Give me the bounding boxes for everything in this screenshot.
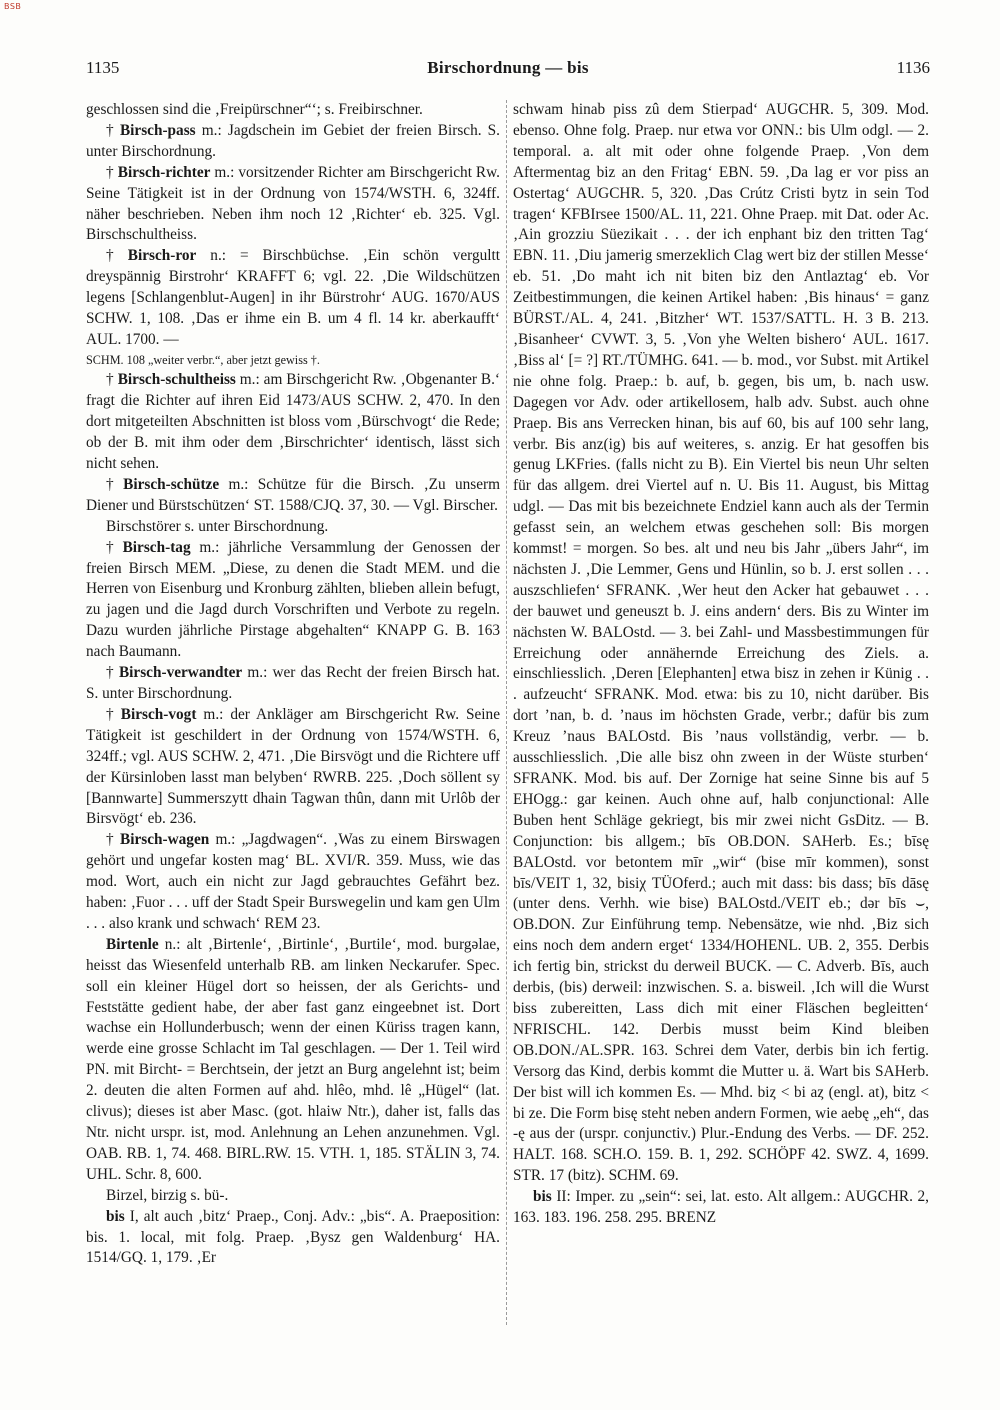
entry-text: Birzel, birzig s. bü-. [106,1186,229,1204]
dictionary-entry [86,538,500,663]
entry-text: m.: Schütze für die Birsch. ‚Zu unserm Diener und Bürstschützen‘ ST. 1588/CJQ. 37, 30. — Vgl. Birscher. [86,475,500,514]
dictionary-entry [86,121,500,163]
entry-text: m.: am Birschgericht Rw. ‚Obgenanter B.‘ fragt die Richter auf ihren Eid 1473/AUS SCHW. 2, 470. In den dort mitgeteilten Abschnitten ist bloss vom ‚Bürschvogt‘ die Rede; ob der B. mit ihm oder dem ‚Birschrichter‘ identisch, lässt sich nicht sehen. [86,371,500,472]
dictionary-entry [86,100,500,121]
obsolete-dagger-mark: † [106,538,119,556]
entry-text: I, alt auch ‚bitz‘ Praep., Conj. Adv.: „bis“. A. Praeposition: bis. 1. local, mit folg. Praep. ‚Bysz gen Waldenburg‘ HA. 1514/GQ. 1, 179. ‚Er [86,1207,500,1267]
dictionary-entry [86,475,500,517]
right-column [513,100,929,1330]
obsolete-dagger-mark: † [106,371,114,389]
entry-text: m.: der Ankläger am Birschgericht Rw. Seine Tätigkeit ist geschildert in der Ordnung von 1574/WSTH. 6, 324ff.; vgl. AUS SCHW. 2, 471. ‚Die Birsvögt und die Richtere uff der Kürsinloben lasst man belyben‘ RWRB. 225. ‚Doch söllent sy [Bannwarte] Summerszytt dhain Tagwan thûn, dann mit Urlôb der Birsvögt‘ eb. 236. [86,705,500,828]
page-running-title: Birschordnung — bis [427,58,589,77]
entry-headword: Birsch-vogt [120,705,197,723]
entry-headword: Birsch-ror [127,247,197,265]
entry-headword: Birsch-tag [122,538,191,556]
entry-text: Birschstörer s. unter Birschordnung. [106,517,329,535]
entry-text: m.: Jagdschein im Gebiet der freien Birsch. S. unter Birschordnung. [86,121,500,160]
entry-text: geschlossen sind die ‚Freipürschner“‘; s. Freibirschner. [86,101,423,118]
entry-headword: bis [106,1207,125,1225]
dictionary-entry [86,370,500,475]
entry-headword: Birsch-schultheiss [117,371,236,389]
entry-text: m.: „Jagdwagen“. ‚Was zu einem Birswagen gehört und ungefar kosten mag‘ BL. XVI/R. 359. Muss, wie das mod. Wort, auch ein nicht zur Jagd gebrauchtes Gefährt bez. haben: ‚Fuor . . . uff der Stadt Speir Burswegelin und kam gen Ulm . . . also krank und schwach‘ REM 23. [86,831,500,932]
entry-headword: bis [533,1188,552,1206]
obsolete-dagger-mark: † [106,831,117,849]
page-number-right: 1136 [896,58,930,77]
entry-headword: Birsch-schütze [123,475,220,493]
page-number-left: 1135 [86,58,120,77]
entry-text: m.: vorsitzender Richter am Birschgericht Rw. Seine Tätigkeit ist in der Ordnung von 1574/WSTH. 6, 324ff. näher beschrieben. Neben ihm noch 12 ‚Richter‘ eb. 325. Vgl. Birschschultheiss. [86,163,500,244]
library-corner-label: BSB [4,2,22,11]
dictionary-entry [86,663,500,705]
dictionary-entry [513,100,929,1187]
entry-headword: Birsch-wagen [120,831,210,849]
entry-text: SCHM. 108 „weiter verbr.“, aber jetzt gewiss †. [86,352,320,367]
page-header [86,58,930,80]
dictionary-entry [86,246,500,351]
entry-text: n.: = Birschbüchse. ‚Ein schön vergultt dreyspännig Birstrohr‘ KRAFFT 6; vgl. 22. ‚Die Wildschützen legens [Schlangenblut-Augen] in ihr Bürstrohr‘ AUG. 1670/AUS SCHW. 1, 108. ‚Das er ihme ein B. um 4 fl. 14 kr. aberkaufft‘ AUL. 1700. — [86,247,500,348]
dictionary-entry [86,830,500,935]
obsolete-dagger-mark: † [106,705,117,723]
dictionary-entry [86,351,500,371]
entry-text: m.: wer das Recht der freien Birsch hat. S. unter Birschordnung. [86,664,500,702]
obsolete-dagger-mark: † [106,247,124,265]
dictionary-entry [86,1207,500,1270]
obsolete-dagger-mark: † [106,121,116,139]
obsolete-dagger-mark: † [106,163,114,181]
entry-headword: Birsch-richter [117,163,211,181]
entry-text: II: Imper. zu „sein“: sei, lat. esto. Alt allgem.: AUGCHR. 2, 163. 183. 196. 258. 295. BRENZ [513,1188,929,1227]
entry-text: n.: alt ‚Birtenle‘, ‚Birtinle‘, ‚Burtile‘, mod. burgəlae, heisst das Wiesenfeld unterhalb RB. am linken Neckarufer. Spec. soll ein kleiner Hügel dort so heissen, der als Gerichts- und Feststätte gedient habe, der aber fast ganz eingeebnet ist. Dort wachse ein Hollunderbusch; wenn der einen Küriss tragen kann, werde eine grosse Schlacht im Tal geschlagen. — Der 1. Teil wird PN. mit Bircht- = Berchtsein, der jetzt an Burg angelehnt ist; beim 2. deuten die alten Formen auf ahd. hlêo, mhd. lê „Hügel“ (lat. clivus); dieses ist aber Masc. (got. hlaiw Ntr.), daher ist, falls das Ntr. nicht urspr. ist, mod. Anlehnung an Lehen anzunehmen. Vgl. OAB. RB. 1, 74. 468. BIRL.RW. 15. VTH. 1, 185. STÄLIN 3, 74. UHL. Schr. 8, 600. [86,935,500,1183]
dictionary-entry [86,517,500,538]
entry-text: m.: jährliche Versammlung der Genossen der freien Birsch MEM. „Diese, zu denen die Stadt MEM. und die Herren von Eisenburg und Kronburg zählten, blieben allein befugt, zu jagen und die Jagd durch Vorschriften und Verbote zu regeln. Dazu wurden jährliche Pirstage abgehalten“ KNAPP G. B. 163 nach Baumann. [86,538,500,661]
dictionary-entry [86,935,500,1186]
dictionary-entry [86,163,500,247]
entry-text: schwam hinab piss zû dem Stierpad‘ AUGCHR. 5, 309. Mod. ebenso. Ohne folg. Praep. nur etwa vor ONN.: bis Ulm odgl. — 2. temporal. a. alt mit oder ohne folgende Praep. ‚Von dem Aftermentag biz an den Fritag‘ EBN. 59. ‚Da lag er vor piss an Ostertag‘ AUGCHR. 5, 320. ‚Das Crútz Cristi bytz in sein Tod tragen‘ KFBIrsee 1500/AL. 11, 221. Ohne Praep. mit Dat. oder Ac. ‚Ain grozziu Süezikait . . . der ich enphant biz den tritten Tag‘ EBN. 11. ‚Diu jamerig smerzeklich Clag wert biz der stillen Messe‘ eb. 51. ‚Do maht ich nit biten biz den Antlaztag‘ eb. Vor Zeitbestimmungen, die keinen Artikel haben: ‚Bis hinaus‘ = ganz BÜRST./AL. 4, 241. ‚Bitzher‘ WT. 1537/SATTL. H. 3 B. 213. ‚Bisanheer‘ CVWT. 3, 5. ‚Von yhe Welten bishero‘ AUL. 1617. ‚Biss al‘ [= ?] RT./TÜMHG. 641. — b. mod., vor Subst. mit Artikel nie ohne folg. Praep.: b. auf, b. gegen, bis um, b. nach usw. Dagegen vor Adv. oder artikellosem, halb adv. Subst. auch ohne Praep. Bis ans Verrecken hinan, bis auf 60, bis auf 100 sehr lang, verbr. Bis anz(ig) bis auf weiteres, s. anzig. Er hat gesoffen bis genug LKFries. (falls nicht zu B). Ein Viertel bis neun Uhr selten für das allgem. drei Viertel auf n. U. Bis 11. August, bis Mittag udgl. — Das mit bis bezeichnete Endziel kann auch als der Termin gefasst sein, an welchem etwas geschehen soll: Bis morgen kommst! = morgen. So bes. alt und neu bis Jahr „übers Jahr“, im nächsten J. ‚Die Lemmer, Gens und Hünlin, so b. J. erst sollen . . . auszschliefen‘ SFRANK. ‚Wer heut den Acker hat gebauwet . . . der bauwet und geneuszt b. J. eins andern‘ ders. Bis zu Winter im nächsten W. BALOstd. — 3. bei Zahl- und Massbestimmungen für Erreichung oder annähernde Erreichung des Ziels. a. einschliesslich. ‚Deren [Elephanten] etwa bisz in zehen ir Künig . . . aufzeucht‘ SFRANK. Mod. etwa: bis zu 10, nicht darüber. Bis dort ’nan, b. d. ’naus im höchsten Grade, verbr.; dafür bis zum Kreuz ’naus BALOstd. Bis ’naus vollständig, verbr. — b. ausschliesslich. ‚Die alle bisz ohn zween in der Wüste sturben‘ SFRANK. Mod. bis auf. Der Zornige hat seine Sinne bis auf 5 EHOgg.: gar keinen. Auch ohne auf, halb conjunctional: Alle Buben hent Schläge gekriegt, bis mir zwei nicht GsDitz. — B. Conjunction: bis allgem.; bīs OB.DON. SAHerb. Es.; bīsę BALOstd. vor betontem mīr „wir“ (bise mīr kommen), sonst bīs/VEIT 1, 32, bisiχ TÜOferd.; auch mit dass: bis dass; bīs dāsę (unter dens. Verhh. wie bise) BALOstd./VEIT eb.; dər bīs ⌣, OB.DON. Zur Einführung temp. Nebensätze, wie nhd. ‚Biz sich eins noch dem andern erget‘ 1334/HOHENL. UB. 2, 355. Derbis ich fertig bin, strickst du derweil BUCK. — C. Adverb. Bīs, auch derbis, (bis) derweil: inzwischen. S. a. bisweil. ‚Ich will die Wurst biss zubereitten, Lass dich mit einer Fläschen begleitten‘ NFRISCHL. 142. Derbis musst beim Kind bleiben OB.DON./AL.SPR. 163. Schrei dem Vater, derbis bin ich fertig. Versorg das Kind, derbis kommt die Mutter u. ä. Wart bis SAHerb. Der bist will ich kommen Es. — Mhd. biȥ < bi aȥ (engl. at), bitz < bi ze. Die Form bisę steht neben andern Formen, wie aebę „eh“, das -ę aus der (urspr. conjunctiv.) Plur.-Endung des Verbs. — DF. 252. HALT. 168. SCH.O. 159. B. 1, 292. SCHÖPF 42. SWZ. 4, 1699. STR. 17 (bitz). SCHM. 69. [513,101,929,1185]
entry-headword: Birtenle [106,935,159,953]
dictionary-entry [86,1186,500,1207]
entry-headword: Birsch-verwandter [118,664,243,682]
left-column [86,100,500,1330]
dictionary-entry [86,705,500,830]
column-divider [506,100,507,1325]
obsolete-dagger-mark: † [106,475,120,493]
dictionary-entry [513,1187,929,1229]
entry-headword: Birsch-pass [119,121,196,139]
obsolete-dagger-mark: † [106,664,115,682]
